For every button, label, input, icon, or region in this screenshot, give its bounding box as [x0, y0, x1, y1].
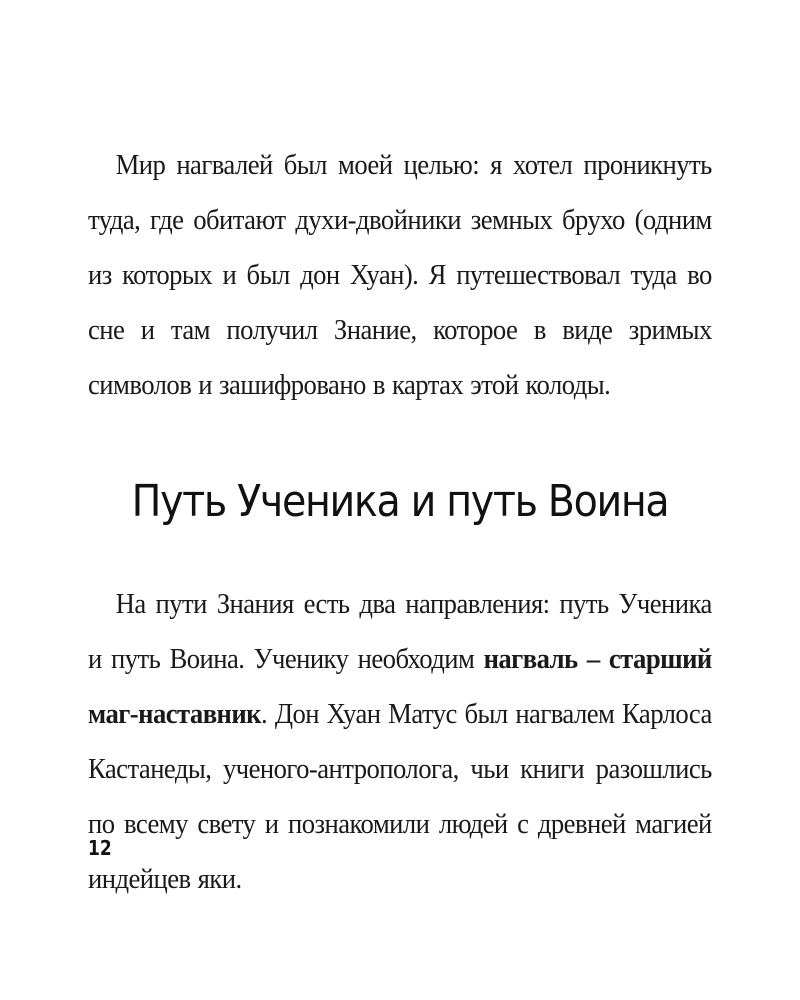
- paragraph-text-after: . Дон Хуан Матус был нагвалем Карлоса Кастанеды, ученого-антрополога, чьи книги разошлись по всему свету и познакомили людей с древней магией индейцев яки.: [88, 698, 712, 895]
- section-heading: Путь Ученика и путь Воина: [131, 476, 669, 527]
- page-number: 12: [88, 836, 112, 860]
- paragraph-naguals: [88, 138, 712, 413]
- paragraph-bold-term: нагваль – старший маг-наставник: [88, 643, 712, 730]
- paragraph-text: Мир нагвалей был моей целью: я хотел проникнуть туда, где обитают духи-двойники земных брухо (одним из которых и был дон Хуан). Я путешествовал туда во сне и там получил Знание, которое в виде зримых символов и зашифровано в картах этой колоды.: [88, 149, 712, 401]
- paragraph-paths: [88, 577, 712, 907]
- paragraph-text-before: На пути Знания есть два направления: путь Ученика и путь Воина. Ученику необходим: [88, 588, 712, 675]
